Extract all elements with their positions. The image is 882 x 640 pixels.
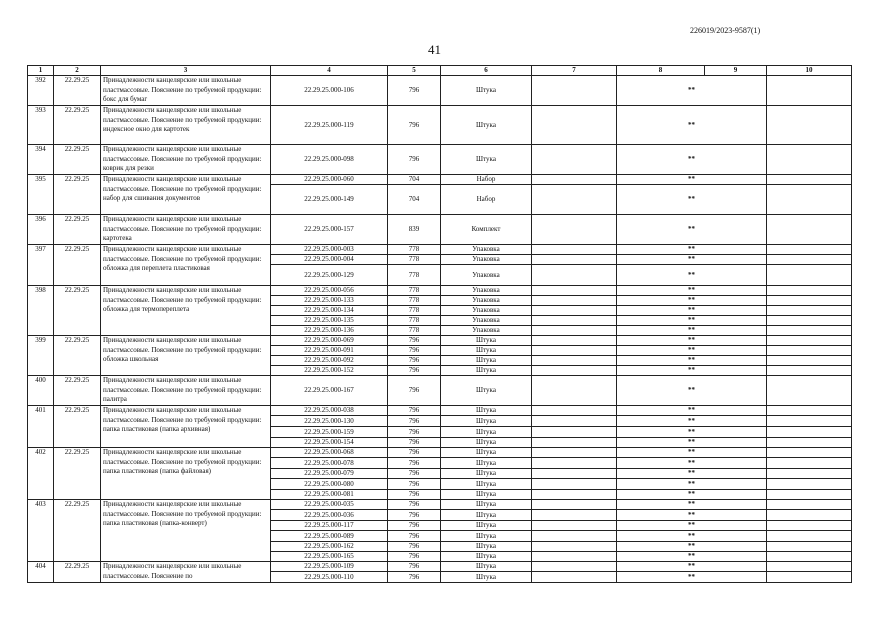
mark-cell: ** bbox=[617, 296, 767, 306]
okei-code-cell: 796 bbox=[388, 76, 441, 106]
unit-cell: Штука bbox=[441, 542, 532, 552]
empty-cell-7 bbox=[532, 406, 617, 416]
unit-cell: Штука bbox=[441, 469, 532, 479]
okei-code-cell: 796 bbox=[388, 106, 441, 145]
empty-cell-7 bbox=[532, 552, 617, 562]
unit-cell: Упаковка bbox=[441, 245, 532, 255]
mark-cell: ** bbox=[617, 572, 767, 583]
empty-cell-10 bbox=[767, 286, 852, 296]
item-code-cell: 22.29.25.000-089 bbox=[271, 531, 388, 542]
okei-code-cell: 839 bbox=[388, 215, 441, 245]
unit-cell: Штука bbox=[441, 448, 532, 458]
okpd-code-cell: 22.29.25 bbox=[54, 376, 101, 406]
mark-cell: ** bbox=[617, 531, 767, 542]
item-code-cell: 22.29.25.000-167 bbox=[271, 376, 388, 406]
item-code-cell: 22.29.25.000-157 bbox=[271, 215, 388, 245]
empty-cell-10 bbox=[767, 469, 852, 479]
unit-cell: Штука bbox=[441, 406, 532, 416]
unit-cell: Упаковка bbox=[441, 255, 532, 265]
empty-cell-7 bbox=[532, 490, 617, 500]
empty-cell-7 bbox=[532, 296, 617, 306]
empty-cell-7 bbox=[532, 542, 617, 552]
okei-code-cell: 796 bbox=[388, 552, 441, 562]
okei-code-cell: 796 bbox=[388, 458, 441, 469]
okei-code-cell: 778 bbox=[388, 316, 441, 326]
unit-cell: Набор bbox=[441, 185, 532, 215]
unit-cell: Штука bbox=[441, 500, 532, 510]
item-code-cell: 22.29.25.000-078 bbox=[271, 458, 388, 469]
empty-cell-10 bbox=[767, 448, 852, 458]
empty-cell-7 bbox=[532, 265, 617, 286]
empty-cell-7 bbox=[532, 336, 617, 346]
unit-cell: Штука bbox=[441, 346, 532, 356]
column-header: 10 bbox=[767, 66, 852, 76]
unit-cell: Штука bbox=[441, 531, 532, 542]
item-code-cell: 22.29.25.000-165 bbox=[271, 552, 388, 562]
unit-cell: Комплект bbox=[441, 215, 532, 245]
item-code-cell: 22.29.25.000-117 bbox=[271, 521, 388, 531]
table-row bbox=[28, 336, 852, 346]
mark-cell: ** bbox=[617, 500, 767, 510]
row-number-cell: 393 bbox=[28, 106, 54, 145]
okpd-code-cell: 22.29.25 bbox=[54, 76, 101, 106]
empty-cell-10 bbox=[767, 510, 852, 521]
okei-code-cell: 796 bbox=[388, 479, 441, 490]
okei-code-cell: 796 bbox=[388, 145, 441, 175]
empty-cell-10 bbox=[767, 406, 852, 416]
unit-cell: Штука bbox=[441, 416, 532, 427]
description-cell: Принадлежности канцелярские или школьные пластмассовые. Пояснение по требуемой продукции: палитра bbox=[101, 376, 271, 406]
empty-cell-10 bbox=[767, 356, 852, 366]
description-cell: Принадлежности канцелярские или школьные пластмассовые. Пояснение по требуемой продукции: обложка для переплета пластиковая bbox=[101, 245, 271, 286]
page-number: 41 bbox=[428, 42, 441, 57]
okpd-code-cell: 22.29.25 bbox=[54, 500, 101, 562]
empty-cell-10 bbox=[767, 376, 852, 406]
mark-cell: ** bbox=[617, 336, 767, 346]
row-number-cell: 392 bbox=[28, 76, 54, 106]
empty-cell-7 bbox=[532, 427, 617, 438]
empty-cell-10 bbox=[767, 175, 852, 185]
empty-cell-7 bbox=[532, 326, 617, 336]
empty-cell-7 bbox=[532, 316, 617, 326]
empty-cell-10 bbox=[767, 316, 852, 326]
column-header: 1 bbox=[28, 66, 54, 76]
mark-cell: ** bbox=[617, 76, 767, 106]
empty-cell-10 bbox=[767, 326, 852, 336]
item-code-cell: 22.29.25.000-162 bbox=[271, 542, 388, 552]
unit-cell: Штука bbox=[441, 479, 532, 490]
description-cell: Принадлежности канцелярские или школьные пластмассовые. Пояснение по требуемой продукции: набор для сшивания документов bbox=[101, 175, 271, 215]
item-code-cell: 22.29.25.000-136 bbox=[271, 326, 388, 336]
item-code-cell: 22.29.25.000-110 bbox=[271, 572, 388, 583]
description-cell: Принадлежности канцелярские или школьные пластмассовые. Пояснение по требуемой продукции: картотека bbox=[101, 215, 271, 245]
mark-cell: ** bbox=[617, 552, 767, 562]
empty-cell-10 bbox=[767, 185, 852, 215]
mark-cell: ** bbox=[617, 356, 767, 366]
unit-cell: Набор bbox=[441, 175, 532, 185]
empty-cell-7 bbox=[532, 521, 617, 531]
unit-cell: Штука bbox=[441, 521, 532, 531]
unit-cell: Упаковка bbox=[441, 326, 532, 336]
empty-cell-10 bbox=[767, 531, 852, 542]
okei-code-cell: 796 bbox=[388, 438, 441, 448]
okei-code-cell: 778 bbox=[388, 265, 441, 286]
empty-cell-10 bbox=[767, 306, 852, 316]
item-code-cell: 22.29.25.000-119 bbox=[271, 106, 388, 145]
empty-cell-7 bbox=[532, 366, 617, 376]
empty-cell-10 bbox=[767, 542, 852, 552]
unit-cell: Штука bbox=[441, 336, 532, 346]
description-cell: Принадлежности канцелярские или школьные пластмассовые. Пояснение по требуемой продукции: папка пластиковая (папка архивная) bbox=[101, 406, 271, 448]
item-code-cell: 22.29.25.000-060 bbox=[271, 175, 388, 185]
empty-cell-10 bbox=[767, 552, 852, 562]
okei-code-cell: 796 bbox=[388, 510, 441, 521]
mark-cell: ** bbox=[617, 326, 767, 336]
table-header-row bbox=[28, 66, 852, 76]
okpd-code-cell: 22.29.25 bbox=[54, 336, 101, 376]
empty-cell-10 bbox=[767, 427, 852, 438]
okei-code-cell: 796 bbox=[388, 531, 441, 542]
row-number-cell: 394 bbox=[28, 145, 54, 175]
table-body bbox=[28, 76, 852, 583]
item-code-cell: 22.29.25.000-149 bbox=[271, 185, 388, 215]
empty-cell-7 bbox=[532, 346, 617, 356]
mark-cell: ** bbox=[617, 265, 767, 286]
column-header: 3 bbox=[101, 66, 271, 76]
empty-cell-7 bbox=[532, 106, 617, 145]
row-number-cell: 402 bbox=[28, 448, 54, 500]
item-code-cell: 22.29.25.000-154 bbox=[271, 438, 388, 448]
mark-cell: ** bbox=[617, 521, 767, 531]
item-code-cell: 22.29.25.000-129 bbox=[271, 265, 388, 286]
mark-cell: ** bbox=[617, 490, 767, 500]
item-code-cell: 22.29.25.000-091 bbox=[271, 346, 388, 356]
empty-cell-10 bbox=[767, 106, 852, 145]
empty-cell-10 bbox=[767, 336, 852, 346]
mark-cell: ** bbox=[617, 185, 767, 215]
description-cell: Принадлежности канцелярские или школьные пластмассовые. Пояснение по требуемой продукции: бокс для бумаг bbox=[101, 76, 271, 106]
mark-cell: ** bbox=[617, 469, 767, 479]
item-code-cell: 22.29.25.000-036 bbox=[271, 510, 388, 521]
empty-cell-10 bbox=[767, 438, 852, 448]
empty-cell-10 bbox=[767, 296, 852, 306]
item-code-cell: 22.29.25.000-135 bbox=[271, 316, 388, 326]
okei-code-cell: 778 bbox=[388, 255, 441, 265]
unit-cell: Штука bbox=[441, 356, 532, 366]
empty-cell-7 bbox=[532, 376, 617, 406]
okei-code-cell: 796 bbox=[388, 336, 441, 346]
okpd-code-cell: 22.29.25 bbox=[54, 286, 101, 336]
procurement-table bbox=[27, 65, 852, 583]
item-code-cell: 22.29.25.000-003 bbox=[271, 245, 388, 255]
unit-cell: Штука bbox=[441, 438, 532, 448]
okei-code-cell: 796 bbox=[388, 416, 441, 427]
row-number-cell: 396 bbox=[28, 215, 54, 245]
empty-cell-7 bbox=[532, 255, 617, 265]
description-cell: Принадлежности канцелярские или школьные пластмассовые. Пояснение по требуемой продукции: обложка для термопереплета bbox=[101, 286, 271, 336]
mark-cell: ** bbox=[617, 479, 767, 490]
unit-cell: Штука bbox=[441, 510, 532, 521]
mark-cell: ** bbox=[617, 106, 767, 145]
empty-cell-10 bbox=[767, 265, 852, 286]
table-row bbox=[28, 286, 852, 296]
item-code-cell: 22.29.25.000-056 bbox=[271, 286, 388, 296]
item-code-cell: 22.29.25.000-038 bbox=[271, 406, 388, 416]
row-number-cell: 398 bbox=[28, 286, 54, 336]
column-header: 9 bbox=[705, 66, 767, 76]
okei-code-cell: 796 bbox=[388, 427, 441, 438]
item-code-cell: 22.29.25.000-134 bbox=[271, 306, 388, 316]
item-code-cell: 22.29.25.000-159 bbox=[271, 427, 388, 438]
okei-code-cell: 796 bbox=[388, 562, 441, 572]
empty-cell-7 bbox=[532, 185, 617, 215]
unit-cell: Штука bbox=[441, 376, 532, 406]
mark-cell: ** bbox=[617, 306, 767, 316]
mark-cell: ** bbox=[617, 416, 767, 427]
empty-cell-7 bbox=[532, 306, 617, 316]
table-row bbox=[28, 406, 852, 416]
empty-cell-7 bbox=[532, 562, 617, 572]
empty-cell-7 bbox=[532, 76, 617, 106]
empty-cell-10 bbox=[767, 479, 852, 490]
okei-code-cell: 778 bbox=[388, 296, 441, 306]
mark-cell: ** bbox=[617, 145, 767, 175]
okpd-code-cell: 22.29.25 bbox=[54, 562, 101, 583]
okpd-code-cell: 22.29.25 bbox=[54, 175, 101, 215]
empty-cell-10 bbox=[767, 145, 852, 175]
mark-cell: ** bbox=[617, 510, 767, 521]
empty-cell-7 bbox=[532, 448, 617, 458]
item-code-cell: 22.29.25.000-035 bbox=[271, 500, 388, 510]
item-code-cell: 22.29.25.000-080 bbox=[271, 479, 388, 490]
empty-cell-10 bbox=[767, 245, 852, 255]
okei-code-cell: 778 bbox=[388, 286, 441, 296]
empty-cell-7 bbox=[532, 145, 617, 175]
unit-cell: Упаковка bbox=[441, 316, 532, 326]
empty-cell-10 bbox=[767, 416, 852, 427]
row-number-cell: 403 bbox=[28, 500, 54, 562]
table-row bbox=[28, 106, 852, 145]
mark-cell: ** bbox=[617, 255, 767, 265]
row-number-cell: 395 bbox=[28, 175, 54, 215]
empty-cell-10 bbox=[767, 521, 852, 531]
table-row bbox=[28, 562, 852, 572]
mark-cell: ** bbox=[617, 376, 767, 406]
okei-code-cell: 778 bbox=[388, 245, 441, 255]
column-header: 4 bbox=[271, 66, 388, 76]
column-header: 7 bbox=[532, 66, 617, 76]
empty-cell-7 bbox=[532, 175, 617, 185]
row-number-cell: 399 bbox=[28, 336, 54, 376]
okei-code-cell: 796 bbox=[388, 490, 441, 500]
column-header: 2 bbox=[54, 66, 101, 76]
unit-cell: Штука bbox=[441, 145, 532, 175]
empty-cell-10 bbox=[767, 500, 852, 510]
unit-cell: Упаковка bbox=[441, 306, 532, 316]
description-cell: Принадлежности канцелярские или школьные пластмассовые. Пояснение по требуемой продукции: обложка школьная bbox=[101, 336, 271, 376]
empty-cell-7 bbox=[532, 215, 617, 245]
empty-cell-7 bbox=[532, 438, 617, 448]
row-number-cell: 401 bbox=[28, 406, 54, 448]
table-row bbox=[28, 215, 852, 245]
okpd-code-cell: 22.29.25 bbox=[54, 245, 101, 286]
item-code-cell: 22.29.25.000-130 bbox=[271, 416, 388, 427]
item-code-cell: 22.29.25.000-098 bbox=[271, 145, 388, 175]
empty-cell-10 bbox=[767, 458, 852, 469]
table-row bbox=[28, 500, 852, 510]
mark-cell: ** bbox=[617, 175, 767, 185]
mark-cell: ** bbox=[617, 346, 767, 356]
column-header: 5 bbox=[388, 66, 441, 76]
item-code-cell: 22.29.25.000-081 bbox=[271, 490, 388, 500]
empty-cell-7 bbox=[532, 500, 617, 510]
unit-cell: Штука bbox=[441, 552, 532, 562]
mark-cell: ** bbox=[617, 366, 767, 376]
item-code-cell: 22.29.25.000-069 bbox=[271, 336, 388, 346]
row-number-cell: 404 bbox=[28, 562, 54, 583]
column-header: 8 bbox=[617, 66, 705, 76]
mark-cell: ** bbox=[617, 448, 767, 458]
empty-cell-7 bbox=[532, 458, 617, 469]
unit-cell: Штука bbox=[441, 366, 532, 376]
empty-cell-10 bbox=[767, 346, 852, 356]
okei-code-cell: 778 bbox=[388, 306, 441, 316]
okei-code-cell: 796 bbox=[388, 542, 441, 552]
okei-code-cell: 778 bbox=[388, 326, 441, 336]
empty-cell-10 bbox=[767, 215, 852, 245]
mark-cell: ** bbox=[617, 458, 767, 469]
table-row bbox=[28, 448, 852, 458]
okei-code-cell: 796 bbox=[388, 521, 441, 531]
okei-code-cell: 796 bbox=[388, 469, 441, 479]
unit-cell: Штука bbox=[441, 76, 532, 106]
unit-cell: Штука bbox=[441, 106, 532, 145]
item-code-cell: 22.29.25.000-068 bbox=[271, 448, 388, 458]
empty-cell-7 bbox=[532, 572, 617, 583]
empty-cell-7 bbox=[532, 469, 617, 479]
description-cell: Принадлежности канцелярские или школьные пластмассовые. Пояснение по требуемой продукции: индексное окно для картотек bbox=[101, 106, 271, 145]
document-number: 226019/2023-9587(1) bbox=[690, 26, 761, 35]
unit-cell: Штука bbox=[441, 572, 532, 583]
empty-cell-7 bbox=[532, 245, 617, 255]
okei-code-cell: 796 bbox=[388, 406, 441, 416]
description-cell: Принадлежности канцелярские или школьные пластмассовые. Пояснение по требуемой продукции: папка пластиковая (папка-конверт) bbox=[101, 500, 271, 562]
okei-code-cell: 796 bbox=[388, 346, 441, 356]
empty-cell-7 bbox=[532, 531, 617, 542]
empty-cell-10 bbox=[767, 255, 852, 265]
okei-code-cell: 796 bbox=[388, 500, 441, 510]
unit-cell: Упаковка bbox=[441, 265, 532, 286]
unit-cell: Упаковка bbox=[441, 286, 532, 296]
item-code-cell: 22.29.25.000-079 bbox=[271, 469, 388, 479]
description-cell: Принадлежности канцелярские или школьные пластмассовые. Пояснение по требуемой продукции: коврик для резки bbox=[101, 145, 271, 175]
empty-cell-10 bbox=[767, 366, 852, 376]
okei-code-cell: 796 bbox=[388, 448, 441, 458]
mark-cell: ** bbox=[617, 438, 767, 448]
item-code-cell: 22.29.25.000-152 bbox=[271, 366, 388, 376]
okei-code-cell: 796 bbox=[388, 366, 441, 376]
table-row bbox=[28, 145, 852, 175]
okpd-code-cell: 22.29.25 bbox=[54, 448, 101, 500]
row-number-cell: 400 bbox=[28, 376, 54, 406]
column-header: 6 bbox=[441, 66, 532, 76]
mark-cell: ** bbox=[617, 542, 767, 552]
okpd-code-cell: 22.29.25 bbox=[54, 215, 101, 245]
mark-cell: ** bbox=[617, 562, 767, 572]
table-row bbox=[28, 376, 852, 406]
unit-cell: Штука bbox=[441, 458, 532, 469]
empty-cell-7 bbox=[532, 356, 617, 366]
empty-cell-10 bbox=[767, 562, 852, 572]
okpd-code-cell: 22.29.25 bbox=[54, 406, 101, 448]
okpd-code-cell: 22.29.25 bbox=[54, 145, 101, 175]
empty-cell-10 bbox=[767, 76, 852, 106]
okpd-code-cell: 22.29.25 bbox=[54, 106, 101, 145]
okei-code-cell: 796 bbox=[388, 376, 441, 406]
item-code-cell: 22.29.25.000-092 bbox=[271, 356, 388, 366]
empty-cell-10 bbox=[767, 490, 852, 500]
item-code-cell: 22.29.25.000-109 bbox=[271, 562, 388, 572]
item-code-cell: 22.29.25.000-106 bbox=[271, 76, 388, 106]
mark-cell: ** bbox=[617, 406, 767, 416]
unit-cell: Штука bbox=[441, 562, 532, 572]
okei-code-cell: 704 bbox=[388, 175, 441, 185]
mark-cell: ** bbox=[617, 286, 767, 296]
empty-cell-7 bbox=[532, 416, 617, 427]
unit-cell: Упаковка bbox=[441, 296, 532, 306]
empty-cell-7 bbox=[532, 479, 617, 490]
empty-cell-7 bbox=[532, 510, 617, 521]
empty-cell-10 bbox=[767, 572, 852, 583]
item-code-cell: 22.29.25.000-004 bbox=[271, 255, 388, 265]
mark-cell: ** bbox=[617, 316, 767, 326]
unit-cell: Штука bbox=[441, 490, 532, 500]
okei-code-cell: 796 bbox=[388, 572, 441, 583]
mark-cell: ** bbox=[617, 245, 767, 255]
description-cell: Принадлежности канцелярские или школьные пластмассовые. Пояснение по требуемой продукции: папка пластиковая (папка файловая) bbox=[101, 448, 271, 500]
table-row bbox=[28, 175, 852, 185]
okei-code-cell: 704 bbox=[388, 185, 441, 215]
item-code-cell: 22.29.25.000-133 bbox=[271, 296, 388, 306]
unit-cell: Штука bbox=[441, 427, 532, 438]
mark-cell: ** bbox=[617, 427, 767, 438]
mark-cell: ** bbox=[617, 215, 767, 245]
table-row bbox=[28, 245, 852, 255]
table-row bbox=[28, 76, 852, 106]
empty-cell-7 bbox=[532, 286, 617, 296]
row-number-cell: 397 bbox=[28, 245, 54, 286]
okei-code-cell: 796 bbox=[388, 356, 441, 366]
description-cell: Принадлежности канцелярские или школьные пластмассовые. Пояснение по bbox=[101, 562, 271, 583]
